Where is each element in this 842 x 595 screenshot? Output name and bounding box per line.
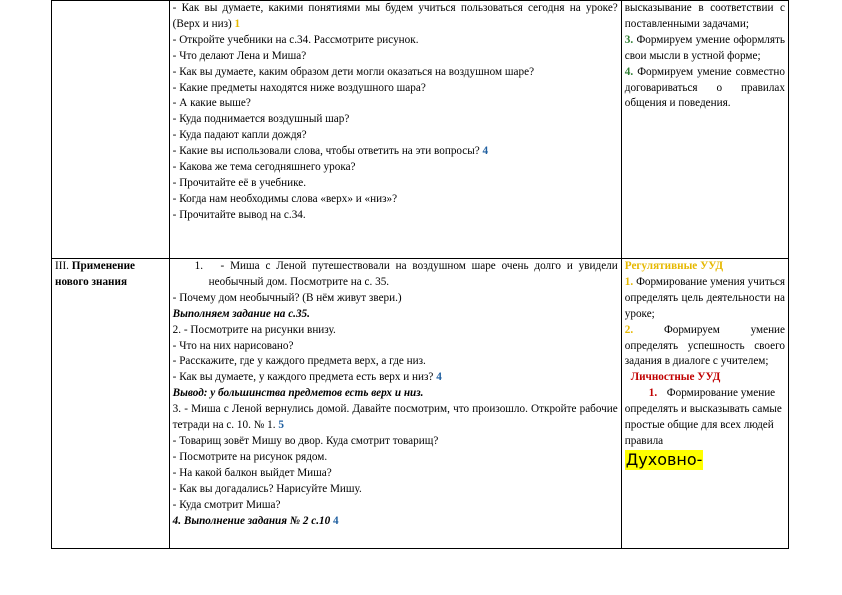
r1-line-10: - Прочитайте её в учебнике. (172, 176, 306, 189)
r2-line-6: Вывод: у большинства предметов есть верх и низ. (172, 387, 424, 400)
r1-line-0: - Как вы думаете, какими понятиями мы будем учиться пользоваться сегодня на уроке? (Верх и низ) 1 (172, 2, 618, 30)
r2-line-13: 4. Выполнение задания № 2 с.10 4 (172, 514, 339, 527)
r1-line-11: - Когда нам необходимы слова «верх» и «низ»? (172, 192, 398, 205)
uud-cell-1 (621, 1, 788, 259)
list-item-1: 1. - Миша с Леной путешествовали на воздушном шаре очень долго и увидели необычный дом. Посмотрите на с. 35. (194, 260, 618, 288)
stage-title: Применение нового знания (55, 260, 136, 288)
r2-line-11: - Как вы догадались? Нарисуйте Мишу. (172, 482, 362, 495)
r2-line-8: - Товарищ зовёт Мишу во двор. Куда смотрит товарищ? (172, 434, 439, 447)
r1-line-2: - Что делают Лена и Миша? (172, 49, 307, 62)
reg-item-1: 1. Формирование умения учиться определять цель деятельности на уроке; (624, 275, 785, 320)
slide-number: 5 (278, 419, 284, 432)
r2-line-1: Выполняем задание на с.35. (172, 307, 310, 320)
r2-line-5: - Как вы думаете, у каждого предмета есть верх и низ? 4 (172, 371, 442, 384)
r1-line-3: - Как вы думаете, каким образом дети могли оказаться на воздушном шаре? (172, 65, 535, 78)
r1-line-4: - Какие предметы находятся ниже воздушного шара? (172, 81, 426, 94)
slide-number: 4 (482, 145, 489, 158)
r2-line-4: - Расскажите, где у каждого предмета верх, а где низ. (172, 355, 426, 368)
r1-line-9: - Какова же тема сегодняшнего урока? (172, 161, 356, 174)
stage-cell-2 (52, 259, 170, 549)
r1-line-1: - Откройте учебники на с.34. Рассмотрите рисунок. (172, 33, 419, 46)
personal-uud-heading: Личностные УУД (630, 371, 721, 384)
r1-line-5: - А какие выше? (172, 97, 251, 110)
pers-item-1: 1. (648, 387, 658, 400)
r2-line-3: - Что на них нарисовано? (172, 339, 294, 352)
stage-cell-1 (52, 1, 170, 259)
uud-cell-2 (621, 259, 788, 549)
r2-line-10: - На какой балкон выйдет Миша? (172, 466, 332, 479)
reg-item-2: 2. Формируем умение определять успешность своего задания в диалоге с учителем; (624, 323, 786, 368)
slide-number: 4 (436, 371, 442, 384)
activity-cell-1 (169, 1, 621, 259)
r1-line-6: - Куда поднимается воздушный шар? (172, 113, 350, 126)
uud-item-3: 3. Формируем умение оформлять свои мысли в устной форме; (624, 33, 785, 62)
activity-cell-2 (169, 259, 621, 549)
r2-line-9: - Посмотрите на рисунок рядом. (172, 450, 328, 463)
r2-line-7: 3. - Миша с Леной вернулись домой. Давайте посмотрим, что произошло. Откройте рабочие тетради на с. 10. № 1. 5 (172, 403, 618, 432)
row-introduction (52, 1, 789, 259)
r2-line-0: - Почему дом необычный? (В нём живут звери.) (172, 291, 402, 304)
lesson-plan-table (51, 0, 789, 549)
uud-item-4: 4. Формируем умение совместно договариваться о правилах общения и поведения. (624, 65, 785, 110)
spiritual-label: Духовно- (625, 449, 703, 469)
slide-number: 4 (333, 514, 339, 527)
row-application (52, 259, 789, 549)
stage-number: III. (55, 260, 69, 272)
regulative-uud-heading: Регулятивные УУД (624, 260, 724, 272)
r1-line-12: - Прочитайте вывод на с.34. (172, 208, 306, 221)
pers-item-text: Формирование умение определять и высказывать самые простые общие для всех людей правила (624, 387, 782, 447)
slide-number: 1 (234, 17, 241, 30)
uud-intro: высказывание в соответствии с поставленными задачами; (624, 2, 785, 30)
r2-line-12: - Куда смотрит Миша? (172, 498, 281, 511)
r1-line-8: - Какие вы использовали слова, чтобы ответить на эти вопросы? 4 (172, 145, 489, 158)
r1-line-7: - Куда падают капли дождя? (172, 129, 307, 142)
r2-line-2: 2. - Посмотрите на рисунки внизу. (172, 323, 336, 336)
